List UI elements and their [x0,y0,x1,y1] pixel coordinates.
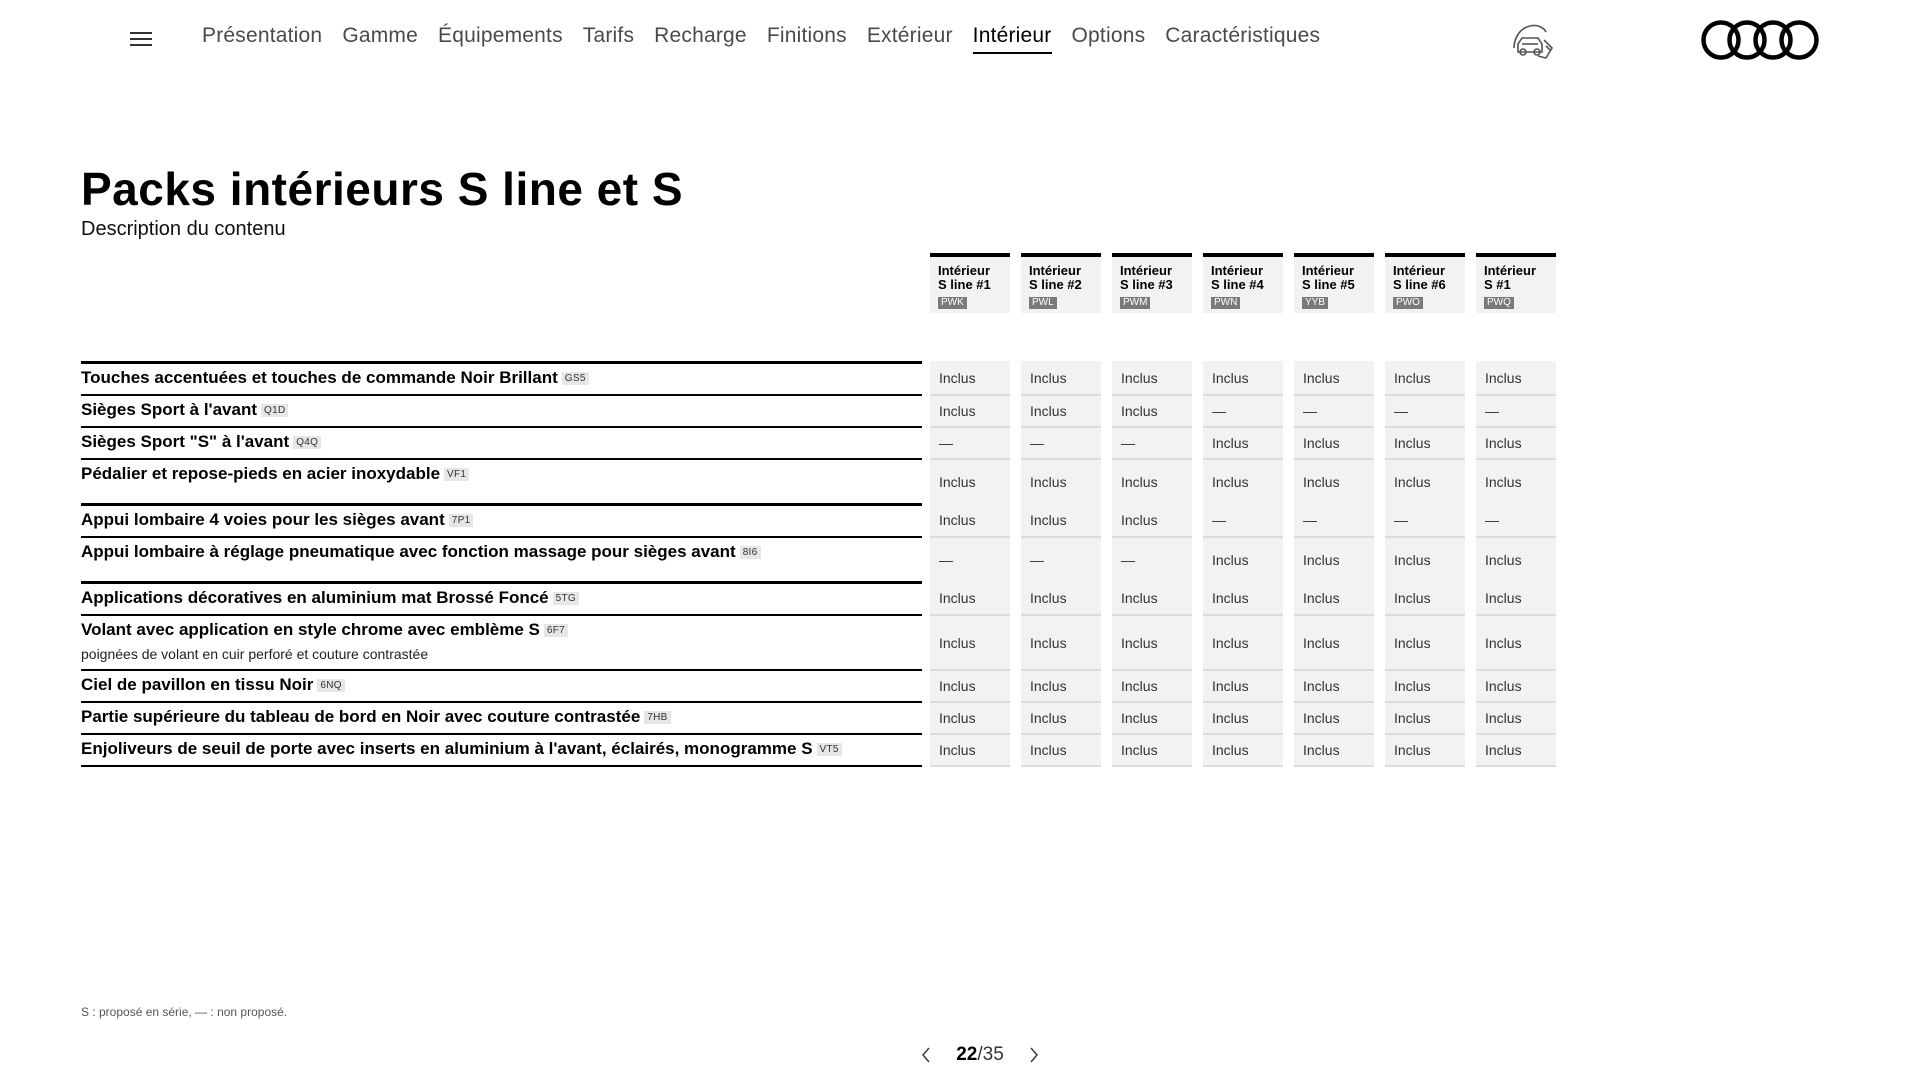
feature-label-line [81,368,922,388]
column-code-badge: PWO [1393,297,1423,309]
feature-label-line [81,620,922,640]
feature-row [81,542,922,562]
column-header [1203,253,1283,313]
cell-divider [1021,765,1101,767]
table-cell: Inclus [1385,671,1465,701]
feature-label: Sièges Sport "S" à l'avant [81,432,290,451]
table-cell: Inclus [930,361,1010,394]
table-cell: Inclus [1385,616,1465,669]
chevron-left-icon[interactable] [914,1043,938,1067]
feature-label-line [81,510,922,530]
table-cell: — [1203,503,1283,536]
feature-code-badge: 8I6 [740,546,761,559]
table-cell: Inclus [1112,503,1192,536]
feature-code-badge: 5TG [553,592,579,605]
feature-code-badge: 6NQ [317,679,344,692]
feature-label-line [81,464,922,484]
column-header [1021,253,1101,313]
top-navigation-bar [0,0,1920,80]
row-divider [81,458,922,460]
row-divider [81,394,922,396]
column-header-line1: Intérieur [1029,263,1082,278]
column-header-line1: Intérieur [1211,263,1264,278]
table-cell: Inclus [1203,361,1283,394]
table-cell: Inclus [1294,616,1374,669]
table-cell: Inclus [1294,735,1374,765]
table-cell: Inclus [1112,361,1192,394]
feature-row [81,368,922,388]
table-cell: Inclus [1294,703,1374,733]
feature-label-line [81,400,922,420]
nav-item-caracteristiques[interactable]: Caractéristiques [1165,24,1321,47]
table-cell: Inclus [1385,735,1465,765]
feature-code-badge: Q1D [261,404,288,417]
table-cell: Inclus [1476,581,1556,614]
nav-item-gamme[interactable]: Gamme [342,24,418,47]
pagination [900,1040,1060,1070]
feature-label: Volant avec application en style chrome avec emblème S [81,620,540,639]
column-header-line1: Intérieur [1393,263,1446,278]
feature-row [81,739,922,759]
column-code-badge: PWQ [1484,297,1514,309]
column-header [1385,253,1465,313]
column-header-line2: S line #6 [1393,277,1446,292]
hamburger-menu-icon[interactable] [130,32,152,48]
main-nav [202,24,1340,54]
table-cell: Inclus [1385,581,1465,614]
feature-label: Enjoliveurs de seuil de porte avec inserts en aluminium à l'avant, éclairés, monogramme S [81,739,813,758]
table-cell: Inclus [1021,581,1101,614]
feature-row [81,510,922,530]
feature-label: Appui lombaire 4 voies pour les sièges avant [81,510,445,529]
table-cell: — [1112,428,1192,458]
feature-code-badge: VT5 [817,743,842,756]
feature-code-badge: VF1 [444,468,469,481]
feature-code-badge: GS5 [562,372,589,385]
current-page: 22 [956,1044,978,1065]
column-code-badge: PWL [1029,297,1057,309]
table-cell: Inclus [1385,361,1465,394]
feature-label: Partie supérieure du tableau de bord en Noir avec couture contrastée [81,707,641,726]
table-cell: — [1385,396,1465,426]
car-configurator-icon[interactable] [1508,18,1556,62]
table-cell: Inclus [1112,671,1192,701]
table-cell: Inclus [1476,460,1556,503]
page-indicator [956,1044,1004,1066]
cell-divider [1385,765,1465,767]
page-subtitle: Description du contenu [81,218,286,240]
table-cell: Inclus [1112,396,1192,426]
feature-row [81,588,922,608]
table-cell: Inclus [1021,671,1101,701]
feature-label: Touches accentuées et touches de commande Noir Brillant [81,368,558,387]
table-cell: Inclus [1203,671,1283,701]
cell-divider [1112,765,1192,767]
table-cell: Inclus [1203,428,1283,458]
feature-row [81,432,922,452]
cell-divider [930,765,1010,767]
column-header-line2: S line #5 [1302,277,1355,292]
feature-code-badge: 7HB [644,711,670,724]
table-cell: Inclus [1385,428,1465,458]
table-cell: Inclus [1021,503,1101,536]
column-header-line2: S #1 [1484,277,1511,292]
table-cell: Inclus [1294,581,1374,614]
table-cell: Inclus [930,460,1010,503]
feature-label: Pédalier et repose-pieds en acier inoxydable [81,464,441,483]
table-cell: Inclus [1476,361,1556,394]
table-cell: — [1476,503,1556,536]
feature-label: Ciel de pavillon en tissu Noir [81,675,314,694]
table-cell: Inclus [1203,703,1283,733]
table-cell: Inclus [1385,703,1465,733]
nav-item-equipements[interactable]: Équipements [438,24,563,47]
table-cell: Inclus [1203,735,1283,765]
table-cell: — [1203,396,1283,426]
feature-row [81,707,922,727]
cell-divider [1476,765,1556,767]
table-cell: — [1385,503,1465,536]
column-header-line1: Intérieur [1302,263,1355,278]
audi-rings-logo[interactable] [1700,19,1820,61]
feature-label-line [81,675,922,695]
table-cell: — [1476,396,1556,426]
row-divider [81,733,922,735]
table-cell: Inclus [930,735,1010,765]
total-pages: /35 [977,1044,1004,1065]
column-header [1112,253,1192,313]
table-cell: Inclus [1203,616,1283,669]
table-cell: Inclus [1294,361,1374,394]
column-header-line1: Intérieur [938,263,991,278]
row-divider [81,701,922,703]
row-divider [81,426,922,428]
nav-item-tarifs[interactable]: Tarifs [582,24,635,47]
column-header [1476,253,1556,313]
table-cell: Inclus [1203,538,1283,581]
table-cell: Inclus [1021,735,1101,765]
row-divider [81,536,922,538]
table-cell: Inclus [1021,396,1101,426]
column-header-line1: Intérieur [1484,263,1537,278]
feature-code-badge: 7P1 [449,514,474,527]
table-cell: — [1294,396,1374,426]
nav-item-options[interactable]: Options [1071,24,1146,47]
column-code-badge: PWM [1120,297,1150,309]
group-divider [81,361,922,364]
group-divider [81,581,922,584]
feature-row [81,675,922,695]
table-cell: Inclus [1476,703,1556,733]
row-divider [81,765,922,767]
table-cell: Inclus [1112,735,1192,765]
table-cell: Inclus [1112,703,1192,733]
table-cell: Inclus [1112,616,1192,669]
table-cell: Inclus [1294,428,1374,458]
feature-row [81,620,922,662]
table-cell: Inclus [1021,703,1101,733]
nav-item-finitions[interactable]: Finitions [766,24,847,47]
nav-item-presentation[interactable]: Présentation [202,24,323,47]
feature-label-line [81,707,922,727]
group-divider [81,503,922,506]
cell-divider [1294,765,1374,767]
table-cell: Inclus [930,581,1010,614]
table-cell: Inclus [1476,735,1556,765]
nav-item-exterieur[interactable]: Extérieur [866,24,953,47]
feature-label-line [81,432,922,452]
table-cell: Inclus [1112,581,1192,614]
feature-label-line [81,542,922,562]
cell-divider [1203,765,1283,767]
column-code-badge: PWN [1211,297,1240,309]
feature-label: Applications décoratives en aluminium mat Brossé Foncé [81,588,549,607]
table-cell: Inclus [1203,460,1283,503]
table-cell: Inclus [930,703,1010,733]
table-cell: Inclus [1294,538,1374,581]
page-title: Packs intérieurs S line et S [81,163,684,215]
chevron-right-icon[interactable] [1022,1043,1046,1067]
table-cell: Inclus [930,671,1010,701]
column-header-line2: S line #4 [1211,277,1264,292]
column-header-line1: Intérieur [1120,263,1173,278]
table-cell: Inclus [1203,581,1283,614]
table-cell: Inclus [1021,361,1101,394]
column-header-line2: S line #2 [1029,277,1082,292]
column-header-line2: S line #3 [1120,277,1173,292]
table-cell: Inclus [1476,428,1556,458]
table-cell: Inclus [1385,538,1465,581]
feature-sub-label: poignées de volant en cuir perforé et couture contrastée [81,646,429,662]
feature-label-line [81,588,922,608]
table-cell: Inclus [1021,460,1101,503]
footnote: S : proposé en série, — : non proposé. [81,1005,288,1019]
feature-row [81,464,922,484]
table-cell: Inclus [930,616,1010,669]
table-cell: Inclus [1294,671,1374,701]
column-header [930,253,1010,313]
feature-label-line [81,739,922,759]
feature-row [81,400,922,420]
feature-label: Sièges Sport à l'avant [81,400,257,419]
table-cell: — [930,428,1010,458]
table-cell: Inclus [930,503,1010,536]
feature-label: Appui lombaire à réglage pneumatique avec fonction massage pour sièges avant [81,542,736,561]
column-code-badge: YYB [1302,297,1328,309]
table-cell: — [1021,428,1101,458]
table-cell: Inclus [1294,460,1374,503]
nav-item-recharge[interactable]: Recharge [654,24,747,47]
feature-code-badge: Q4Q [293,436,321,449]
table-cell: Inclus [1021,616,1101,669]
column-header [1294,253,1374,313]
nav-item-interieur[interactable]: Intérieur [973,24,1052,54]
row-divider [81,614,922,616]
column-header-line2: S line #1 [938,277,991,292]
table-cell: — [1021,538,1101,581]
table-cell: Inclus [930,396,1010,426]
table-cell: — [930,538,1010,581]
table-cell: — [1112,538,1192,581]
table-cell: Inclus [1112,460,1192,503]
table-cell: Inclus [1476,671,1556,701]
table-cell: Inclus [1476,616,1556,669]
table-cell: — [1294,503,1374,536]
row-divider [81,669,922,671]
table-cell: Inclus [1476,538,1556,581]
feature-code-badge: 6F7 [544,624,568,637]
column-code-badge: PWK [938,297,967,309]
table-cell: Inclus [1385,460,1465,503]
